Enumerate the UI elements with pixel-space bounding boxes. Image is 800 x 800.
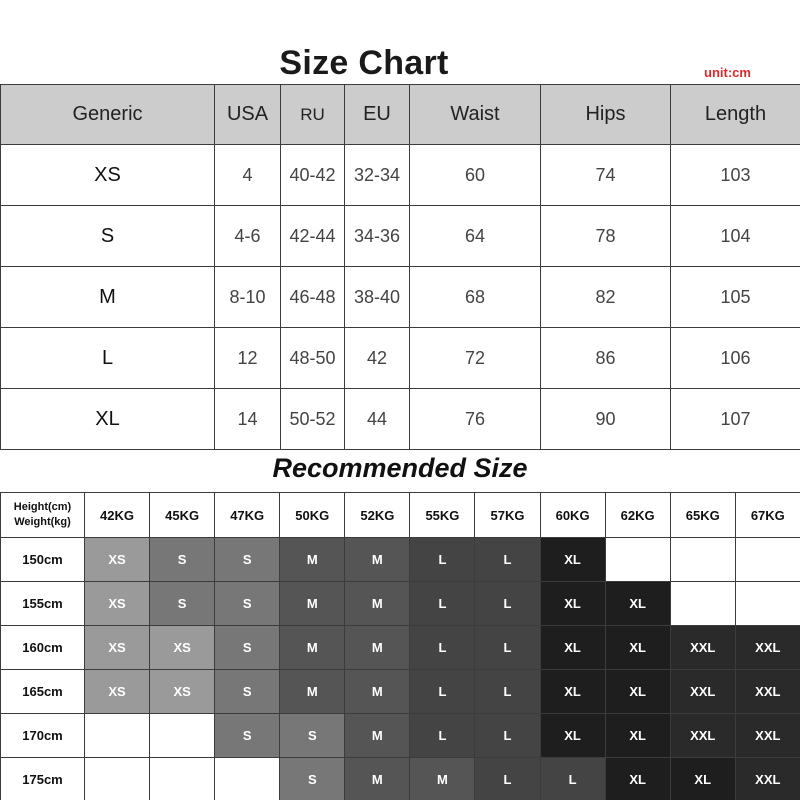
unit-label: unit:cm	[704, 65, 751, 80]
column-header-length: Length	[671, 85, 800, 145]
recommended-size-cell: XL	[540, 626, 605, 670]
table-cell: 34-36	[345, 206, 410, 267]
column-header-usa: USA	[215, 85, 281, 145]
recommended-size-cell: XS	[150, 626, 215, 670]
recommended-size-cell: XL	[605, 582, 670, 626]
recommended-size-cell: L	[410, 538, 475, 582]
recommended-size-cell	[150, 714, 215, 758]
recommended-size-cell: XS	[150, 670, 215, 714]
table-row	[1, 267, 800, 328]
weight-header-cell: 67KG	[735, 493, 800, 538]
size-table-header-row	[1, 85, 800, 145]
weight-header-cell: 47KG	[215, 493, 280, 538]
table-cell: 82	[541, 267, 671, 328]
weight-header-cell: 42KG	[85, 493, 150, 538]
table-cell: 104	[671, 206, 800, 267]
height-weight-corner-label	[1, 493, 85, 538]
table-cell: 32-34	[345, 145, 410, 206]
recommended-size-cell: XL	[605, 758, 670, 800]
weight-header-cell: 57KG	[475, 493, 540, 538]
recommended-size-table	[0, 492, 800, 800]
weight-header-cell: 55KG	[410, 493, 475, 538]
recommended-size-cell: L	[475, 582, 540, 626]
size-label-cell: M	[1, 267, 215, 328]
recommended-size-cell: L	[475, 626, 540, 670]
size-label-cell: L	[1, 328, 215, 389]
recommended-size-cell: L	[410, 582, 475, 626]
height-row-label: 165cm	[1, 670, 85, 714]
table-cell: 50-52	[281, 389, 345, 450]
recommended-size-cell: M	[345, 670, 410, 714]
recommended-size-cell: S	[215, 670, 280, 714]
size-label-cell: XS	[1, 145, 215, 206]
recommended-size-cell: XL	[670, 758, 735, 800]
corner-weight-label: Weight(kg)	[14, 516, 71, 528]
recommended-size-cell: XS	[85, 670, 150, 714]
table-cell: 105	[671, 267, 800, 328]
table-cell: 42-44	[281, 206, 345, 267]
table-row	[1, 626, 800, 670]
recommended-size-cell: XL	[605, 714, 670, 758]
recommended-size-cell: XXL	[735, 714, 800, 758]
table-cell: 86	[541, 328, 671, 389]
weight-header-cell: 65KG	[670, 493, 735, 538]
table-cell: 48-50	[281, 328, 345, 389]
table-cell: 12	[215, 328, 281, 389]
recommended-size-cell: M	[280, 626, 345, 670]
table-cell: 42	[345, 328, 410, 389]
column-header-waist: Waist	[410, 85, 541, 145]
table-cell: 8-10	[215, 267, 281, 328]
recommended-size-cell: L	[540, 758, 605, 800]
column-header-ru: RU	[281, 85, 345, 145]
recommended-size-cell: M	[280, 670, 345, 714]
recommended-size-cell	[670, 582, 735, 626]
recommended-size-cell: XXL	[670, 714, 735, 758]
table-row	[1, 328, 800, 389]
recommended-size-cell: S	[280, 714, 345, 758]
table-cell: 106	[671, 328, 800, 389]
recommended-size-cell: XXL	[735, 626, 800, 670]
recommended-size-cell: M	[345, 582, 410, 626]
size-label-cell: S	[1, 206, 215, 267]
table-cell: 76	[410, 389, 541, 450]
size-table-body	[1, 145, 800, 450]
recommended-size-cell	[605, 538, 670, 582]
weight-header-cell: 52KG	[345, 493, 410, 538]
recommended-size-cell	[735, 538, 800, 582]
table-cell: 64	[410, 206, 541, 267]
table-row	[1, 206, 800, 267]
recommended-size-cell: XL	[540, 582, 605, 626]
table-cell: 78	[541, 206, 671, 267]
recommended-size-cell: S	[215, 538, 280, 582]
table-row	[1, 389, 800, 450]
column-header-hips: Hips	[541, 85, 671, 145]
height-row-label: 170cm	[1, 714, 85, 758]
recommended-size-cell: XS	[85, 582, 150, 626]
recommended-size-cell: XS	[85, 626, 150, 670]
recommended-size-cell: M	[345, 758, 410, 800]
table-cell: 4	[215, 145, 281, 206]
table-row	[1, 582, 800, 626]
table-cell: 107	[671, 389, 800, 450]
table-row	[1, 538, 800, 582]
recommended-size-cell: XL	[540, 714, 605, 758]
recommended-size-cell: M	[345, 626, 410, 670]
recommended-size-cell: M	[280, 538, 345, 582]
recommended-size-cell: S	[215, 626, 280, 670]
recommended-size-cell: S	[150, 582, 215, 626]
recommended-size-cell: XL	[605, 626, 670, 670]
weight-header-cell: 62KG	[605, 493, 670, 538]
recommended-size-cell: L	[410, 670, 475, 714]
table-row	[1, 145, 800, 206]
recommended-size-cell: S	[215, 582, 280, 626]
corner-height-label: Height(cm)	[13, 501, 72, 513]
recommended-size-cell	[85, 758, 150, 800]
recommended-size-cell: L	[475, 714, 540, 758]
table-cell: 68	[410, 267, 541, 328]
recommended-size-cell	[150, 758, 215, 800]
recommended-size-cell: M	[280, 582, 345, 626]
recommended-size-cell	[215, 758, 280, 800]
table-cell: 14	[215, 389, 281, 450]
table-row	[1, 670, 800, 714]
column-header-generic: Generic	[1, 85, 215, 145]
table-cell: 4-6	[215, 206, 281, 267]
recommended-size-cell: XXL	[735, 758, 800, 800]
table-cell: 72	[410, 328, 541, 389]
recommended-size-cell: M	[410, 758, 475, 800]
height-row-label: 160cm	[1, 626, 85, 670]
recommended-size-cell: XXL	[670, 626, 735, 670]
recommended-size-cell: XL	[540, 538, 605, 582]
size-table	[0, 84, 800, 450]
table-cell: 90	[541, 389, 671, 450]
table-cell: 60	[410, 145, 541, 206]
table-cell: 103	[671, 145, 800, 206]
weight-header-cell: 60KG	[540, 493, 605, 538]
size-label-cell: XL	[1, 389, 215, 450]
table-row	[1, 758, 800, 800]
recommended-size-cell: XS	[85, 538, 150, 582]
height-row-label: 155cm	[1, 582, 85, 626]
recommended-size-cell: L	[410, 714, 475, 758]
column-header-eu: EU	[345, 85, 410, 145]
recommended-size-cell	[735, 582, 800, 626]
recommended-size-body	[1, 538, 800, 800]
table-cell: 74	[541, 145, 671, 206]
table-cell: 44	[345, 389, 410, 450]
recommended-size-cell: M	[345, 714, 410, 758]
recommended-size-cell: L	[475, 758, 540, 800]
recommended-size-cell: XXL	[735, 670, 800, 714]
recommended-size-cell	[670, 538, 735, 582]
weight-header-cell: 45KG	[150, 493, 215, 538]
recommended-size-cell: S	[215, 714, 280, 758]
recommended-size-cell: XL	[540, 670, 605, 714]
recommended-size-cell	[85, 714, 150, 758]
recommended-size-cell: XL	[605, 670, 670, 714]
table-row	[1, 714, 800, 758]
table-cell: 40-42	[281, 145, 345, 206]
recommended-size-cell: S	[280, 758, 345, 800]
weight-header-row	[1, 493, 800, 538]
recommended-size-cell: M	[345, 538, 410, 582]
recommended-size-cell: XXL	[670, 670, 735, 714]
height-row-label: 175cm	[1, 758, 85, 800]
recommended-size-cell: L	[410, 626, 475, 670]
height-row-label: 150cm	[1, 538, 85, 582]
table-cell: 46-48	[281, 267, 345, 328]
recommended-size-cell: L	[475, 538, 540, 582]
weight-header-cell: 50KG	[280, 493, 345, 538]
recommended-size-title: Recommended Size	[272, 453, 528, 483]
page-title: Size Chart	[279, 44, 449, 82]
recommended-size-cell: S	[150, 538, 215, 582]
table-cell: 38-40	[345, 267, 410, 328]
recommended-size-cell: L	[475, 670, 540, 714]
